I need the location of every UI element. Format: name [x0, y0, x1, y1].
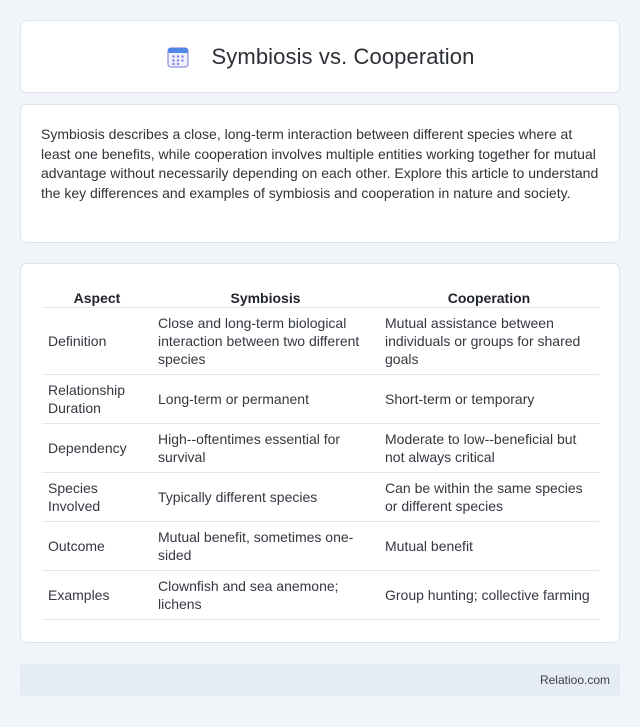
symbiosis-cell: Long-term or permanent: [152, 375, 379, 424]
table-header-row: [42, 284, 599, 308]
calendar-icon: [166, 45, 190, 69]
aspect-cell: Dependency: [42, 424, 152, 473]
column-header-aspect: Aspect: [42, 284, 152, 308]
cooperation-cell: Mutual assistance between individuals or groups for shared goals: [379, 308, 599, 375]
table-row: [42, 522, 599, 571]
aspect-cell: Examples: [42, 571, 152, 620]
page-title: Symbiosis vs. Cooperation: [211, 43, 475, 69]
table-row: [42, 308, 599, 375]
aspect-cell: Definition: [42, 308, 152, 375]
footer: [20, 664, 620, 696]
symbiosis-cell: High--oftentimes essential for survival: [152, 424, 379, 473]
aspect-cell: Outcome: [42, 522, 152, 571]
cooperation-cell: Short-term or temporary: [379, 375, 599, 424]
intro-card: [20, 104, 620, 243]
aspect-cell: Species Involved: [42, 473, 152, 522]
table-row: [42, 424, 599, 473]
cooperation-cell: Group hunting; collective farming: [379, 571, 599, 620]
table-row: [42, 571, 599, 620]
table-row: [42, 473, 599, 522]
title-card: [20, 20, 620, 93]
cooperation-cell: Moderate to low--beneficial but not always critical: [379, 424, 599, 473]
symbiosis-cell: Typically different species: [152, 473, 379, 522]
symbiosis-cell: Close and long-term biological interaction between two different species: [152, 308, 379, 375]
symbiosis-cell: Mutual benefit, sometimes one-sided: [152, 522, 379, 571]
table-row: [42, 375, 599, 424]
column-header-cooperation: Cooperation: [379, 284, 599, 308]
footer-brand: Relatioo.com: [539, 673, 610, 687]
cooperation-cell: Mutual benefit: [379, 522, 599, 571]
comparison-card: [20, 263, 620, 643]
intro-text: Symbiosis describes a close, long-term interaction between different species where at least one benefits, while cooperation involves multiple entities working together for mutual advantage without necessarily depending on each other. Explore this article to understand the key differences and examples of symbiosis and cooperation in nature and society.: [41, 126, 599, 201]
comparison-table: [42, 284, 599, 620]
aspect-cell: Relationship Duration: [42, 375, 152, 424]
column-header-symbiosis: Symbiosis: [152, 284, 379, 308]
cooperation-cell: Can be within the same species or different species: [379, 473, 599, 522]
symbiosis-cell: Clownfish and sea anemone; lichens: [152, 571, 379, 620]
